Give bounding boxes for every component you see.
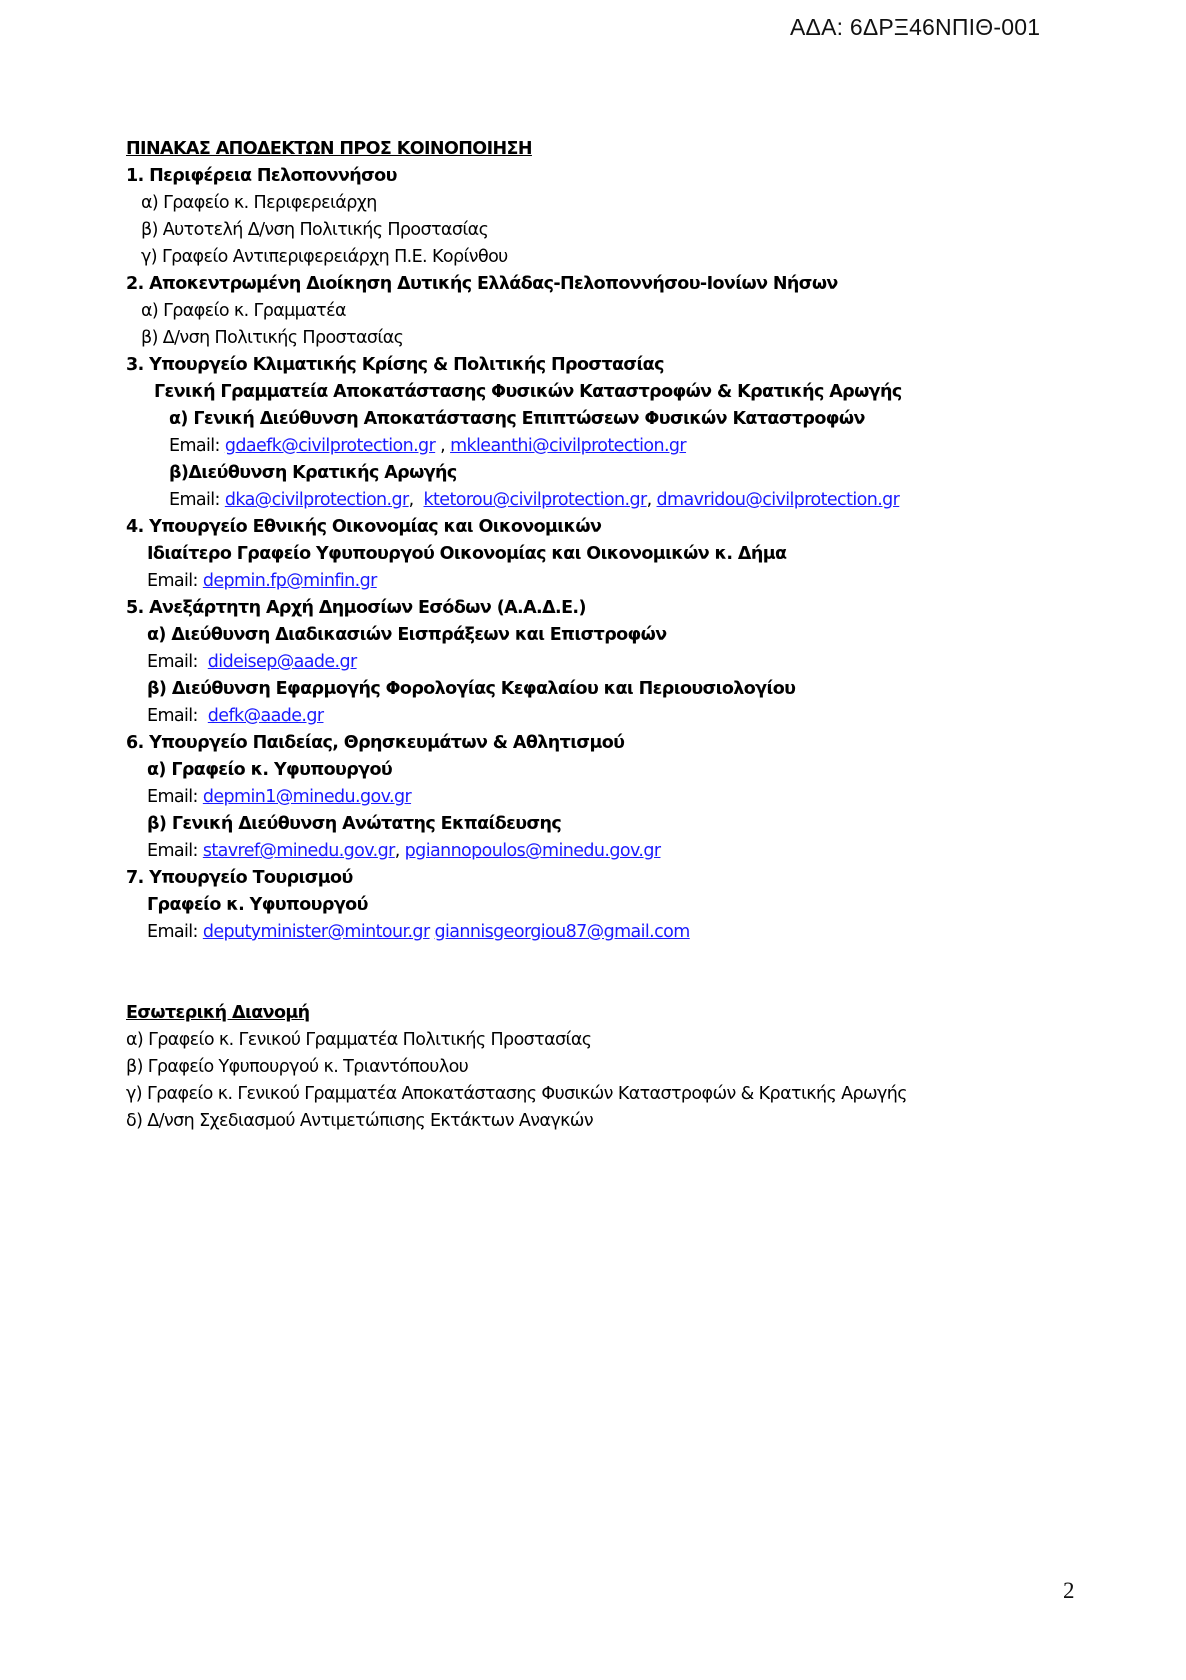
recipient-6-item-b: β) Γενική Διεύθυνση Ανώτατης Εκπαίδευσης <box>147 814 562 834</box>
recipient-5-item-b: β) Διεύθυνση Εφαρμογής Φορολογίας Κεφαλαίου και Περιουσιολογίου <box>147 679 796 699</box>
recipient-1-heading: 1. Περιφέρεια Πελοποννήσου <box>126 166 397 186</box>
email-link[interactable]: gdaefk@civilprotection.gr <box>224 436 436 456</box>
recipient-5-item-b-emails <box>126 703 1106 730</box>
internal-item: β) Γραφείο Υφυπουργού κ. Τριαντόπουλου <box>126 1057 469 1077</box>
email-label: Email: <box>147 922 198 942</box>
ada-code: ΑΔΑ: 6ΔΡΞ46ΝΠΙΘ-001 <box>790 14 1041 40</box>
email-label: Email: <box>147 652 198 672</box>
recipient-1-item-a: α) Γραφείο κ. Περιφερειάρχη <box>141 193 377 213</box>
recipient-4-heading: 4. Υπουργείο Εθνικής Οικονομίας και Οικονομικών <box>126 517 602 537</box>
email-link[interactable]: ktetorou@civilprotection.gr <box>423 490 647 510</box>
internal-item: γ) Γραφείο κ. Γενικού Γραμματέα Αποκατάστασης Φυσικών Καταστροφών & Κρατικής Αρωγής <box>126 1084 907 1104</box>
recipient-1-item-b: β) Αυτοτελή Δ/νση Πολιτικής Προστασίας <box>141 220 489 240</box>
internal-distribution-title: Εσωτερική Διανομή <box>126 1003 310 1023</box>
email-separator: , <box>435 436 451 456</box>
email-link[interactable]: depmin.fp@minfin.gr <box>202 571 377 591</box>
recipient-7-heading: 7. Υπουργείο Τουρισμού <box>126 868 353 888</box>
email-link[interactable]: mkleanthi@civilprotection.gr <box>450 436 687 456</box>
email-link[interactable]: deputyminister@mintour.gr <box>202 922 430 942</box>
recipient-2-heading: 2. Αποκεντρωμένη Διοίκηση Δυτικής Ελλάδας-Πελοποννήσου-Ιονίων Νήσων <box>126 274 838 294</box>
recipient-5-item-a-emails <box>126 649 1106 676</box>
email-link[interactable]: pgiannopoulos@minedu.gov.gr <box>404 841 661 861</box>
recipient-4-subheading: Ιδιαίτερο Γραφείο Υφυπουργού Οικονομίας και Οικονομικών κ. Δήμα <box>147 544 787 564</box>
email-link[interactable]: stavref@minedu.gov.gr <box>202 841 395 861</box>
email-link[interactable]: dka@civilprotection.gr <box>224 490 409 510</box>
email-label: Email: <box>147 571 198 591</box>
email-link[interactable]: dmavridou@civilprotection.gr <box>656 490 900 510</box>
document-body <box>126 136 1106 1135</box>
email-label: Email: <box>147 787 198 807</box>
recipient-6-item-a: α) Γραφείο κ. Υφυπουργού <box>147 760 393 780</box>
recipient-3-item-a: α) Γενική Διεύθυνση Αποκατάστασης Επιπτώσεων Φυσικών Καταστροφών <box>169 409 865 429</box>
recipient-6-item-b-emails <box>126 838 1106 865</box>
recipient-7-emails <box>126 919 1106 946</box>
recipient-1-item-c: γ) Γραφείο Αντιπεριφερειάρχη Π.Ε. Κορίνθου <box>141 247 508 267</box>
email-label: Email: <box>147 706 198 726</box>
recipient-6-item-a-emails <box>126 784 1106 811</box>
recipient-3-item-b: β)Διεύθυνση Κρατικής Αρωγής <box>169 463 457 483</box>
email-separator: , <box>394 841 405 861</box>
internal-item: α) Γραφείο κ. Γενικού Γραμματέα Πολιτικής Προστασίας <box>126 1030 592 1050</box>
recipient-5-heading: 5. Ανεξάρτητη Αρχή Δημοσίων Εσόδων (Α.Α.Δ.Ε.) <box>126 598 586 618</box>
email-separator: , <box>408 490 424 510</box>
email-link[interactable]: dideisep@aade.gr <box>207 652 357 672</box>
recipient-2-item-a: α) Γραφείο κ. Γραμματέα <box>141 301 346 321</box>
recipient-5-item-a: α) Διεύθυνση Διαδικασιών Εισπράξεων και Επιστροφών <box>147 625 667 645</box>
email-link[interactable]: defk@aade.gr <box>207 706 324 726</box>
recipient-7-subheading: Γραφείο κ. Υφυπουργού <box>147 895 368 915</box>
recipient-3-item-b-emails <box>126 487 1106 514</box>
section-spacer <box>126 946 1106 1000</box>
recipient-4-emails <box>126 568 1106 595</box>
email-separator: , <box>646 490 657 510</box>
email-link[interactable]: giannisgeorgiou87@gmail.com <box>434 922 690 942</box>
page-number: 2 <box>1063 1578 1075 1603</box>
email-label: Email: <box>169 490 220 510</box>
recipient-2-item-b: β) Δ/νση Πολιτικής Προστασίας <box>141 328 404 348</box>
recipient-3-subheading: Γενική Γραμματεία Αποκατάστασης Φυσικών Καταστροφών & Κρατικής Αρωγής <box>154 382 902 402</box>
internal-item: δ) Δ/νση Σχεδιασμού Αντιμετώπισης Εκτάκτων Αναγκών <box>126 1111 594 1131</box>
email-link[interactable]: depmin1@minedu.gov.gr <box>202 787 412 807</box>
recipient-3-item-a-emails <box>126 433 1106 460</box>
recipient-3-heading: 3. Υπουργείο Κλιματικής Κρίσης & Πολιτικής Προστασίας <box>126 355 664 375</box>
email-label: Email: <box>169 436 220 456</box>
email-label: Email: <box>147 841 198 861</box>
recipient-6-heading: 6. Υπουργείο Παιδείας, Θρησκευμάτων & Αθλητισμού <box>126 733 625 753</box>
recipients-title: ΠΙΝΑΚΑΣ ΑΠΟΔΕΚΤΩΝ ΠΡΟΣ ΚΟΙΝΟΠΟΙΗΣΗ <box>126 139 532 159</box>
